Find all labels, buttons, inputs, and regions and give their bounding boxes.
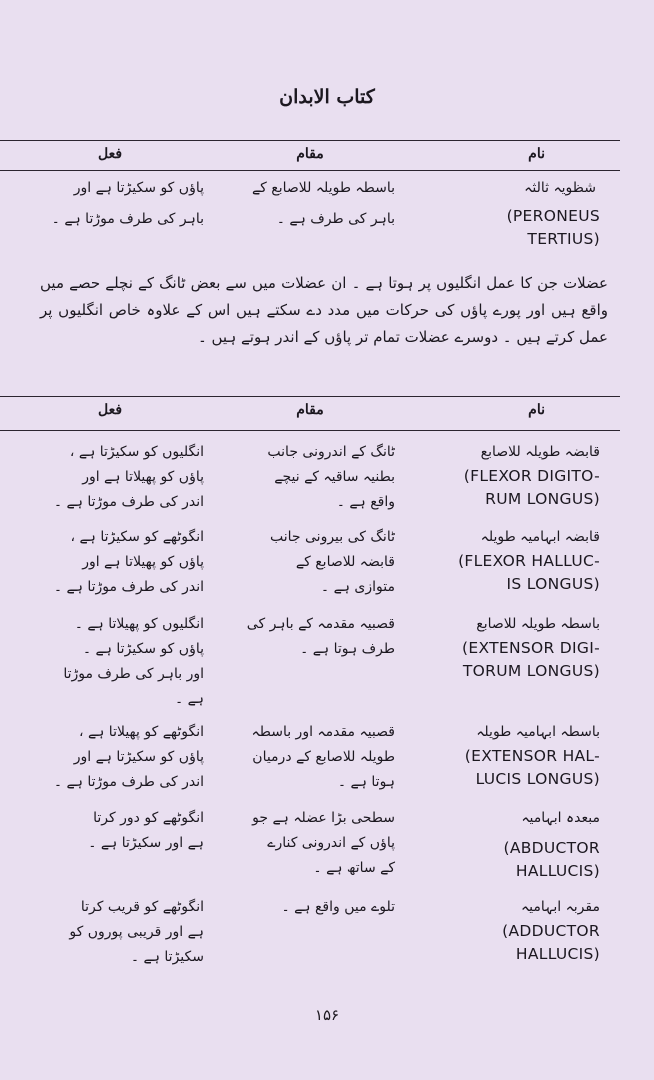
table2-header-rule — [0, 430, 620, 431]
muscle-place-cell: ٹانگ کے اندرونی جانب بطنیہ ساقیہ کے نیچے واقع ہے ۔ — [267, 444, 395, 510]
muscle-name-cell — [400, 720, 600, 791]
muscle-name-urdu: قابضہ طویلہ للاصابع — [480, 444, 600, 460]
muscle-name-urdu: مبعدہ ابہامیہ — [521, 810, 600, 826]
muscle-name-cell — [400, 612, 600, 683]
muscle-place-cell: قصبیہ مقدمہ کے باہر کی طرف ہوتا ہے ۔ — [246, 616, 395, 657]
muscle-name-latin: (EXTENSOR DIGI- TORUM LONGUS) — [462, 639, 600, 680]
muscle-name-urdu: باسطہ ابہامیہ طویلہ — [476, 724, 600, 740]
table2-header-place: مقام — [296, 402, 324, 418]
table2-top-rule — [0, 396, 620, 397]
table1-header-function: فعل — [97, 146, 123, 162]
muscle-place-cell: قصبیہ مقدمہ اور باسطہ طویلہ للاصابع کے درمیان ہوتا ہے ۔ — [251, 724, 395, 790]
muscle-function-cell: انگوٹھے کو قریب کرتا ہے اور قریبی پوروں کو سکیڑتا ہے ۔ — [69, 899, 204, 965]
muscle-name-latin: (PERONEUS TERTIUS) — [506, 207, 600, 248]
muscle-place-cell: باسطہ طویلہ للاصابع کے باہر کی طرف ہے ۔ — [251, 180, 395, 227]
muscle-name-urdu: مقربہ ابہامیہ — [520, 899, 600, 915]
muscle-function-cell: انگوٹھے کو دور کرتا ہے اور سکیڑتا ہے ۔ — [88, 810, 204, 851]
body-paragraph: عضلات جن کا عمل انگلیوں پر ہوتا ہے ۔ ان عضلات میں سے بعض ٹانگ کے نچلے حصے میں واقع ہیں اور پورے پاؤں کی حرکات میں مدد دے سکتے ہیں اس کے علاوہ خاص انگلیوں پر عمل کرتے ہیں ۔ دوسرے عضلات تمام تر پاؤں کے اندر ہوتے ہیں ۔ — [40, 274, 608, 346]
muscle-name-urdu: شظویہ ثالثہ — [524, 180, 596, 196]
muscle-name-cell — [400, 895, 600, 966]
muscle-name-cell — [400, 806, 600, 883]
muscle-name-latin: (ADDUCTOR HALLUCIS) — [502, 922, 600, 963]
muscle-place-cell: تلوے میں واقع ہے ۔ — [281, 899, 395, 915]
muscle-name-cell — [400, 176, 600, 251]
page-title: کتاب الابدان — [279, 86, 375, 108]
table1-header-name: نام — [528, 146, 545, 162]
muscle-function-cell: انگلیوں کو پھیلاتا ہے ۔ پاؤں کو سکیڑتا ہے ۔ اور باہر کی طرف موڑتا ہے ۔ — [63, 616, 204, 707]
table2-header-function: فعل — [97, 402, 123, 418]
muscle-name-latin: (FLEXOR DIGITO- RUM LONGUS) — [463, 467, 600, 508]
muscle-function-cell: پاؤں کو سکیڑتا ہے اور باہر کی طرف موڑتا ہے ۔ — [51, 180, 204, 227]
muscle-name-cell — [400, 525, 600, 596]
table1-header-place: مقام — [296, 146, 324, 162]
table2-header-name: نام — [528, 402, 545, 418]
muscle-name-urdu: قابضہ ابہامیہ طویلہ — [480, 529, 600, 545]
table1-top-rule — [0, 140, 620, 141]
muscle-place-cell: ٹانگ کی بیرونی جانب قابضہ للاصابع کے متوازی ہے ۔ — [269, 529, 395, 595]
muscle-name-latin: (ABDUCTOR HALLUCIS) — [503, 839, 600, 880]
muscle-name-latin: (EXTENSOR HAL- LUCIS LONGUS) — [464, 747, 600, 788]
page-number: ۱۵۶ — [314, 1006, 340, 1024]
muscle-name-cell — [400, 440, 600, 511]
table1-header-rule — [0, 170, 620, 171]
muscle-function-cell: انگوٹھے کو سکیڑتا ہے ، پاؤں کو پھیلاتا ہے اور اندر کی طرف موڑتا ہے ۔ — [53, 529, 204, 595]
muscle-name-urdu: باسطہ طویلہ للاصابع — [476, 616, 600, 632]
muscle-function-cell: انگوٹھے کو پھیلاتا ہے ، پاؤں کو سکیڑتا ہے اور اندر کی طرف موڑتا ہے ۔ — [53, 724, 204, 790]
muscle-place-cell: سطحی بڑا عضلہ ہے جو پاؤں کے اندرونی کنارے کے ساتھ ہے ۔ — [252, 810, 395, 876]
muscle-function-cell: انگلیوں کو سکیڑتا ہے ، پاؤں کو پھیلاتا ہے اور اندر کی طرف موڑتا ہے ۔ — [53, 444, 204, 510]
muscle-name-latin: (FLEXOR HALLUC- IS LONGUS) — [458, 552, 600, 593]
